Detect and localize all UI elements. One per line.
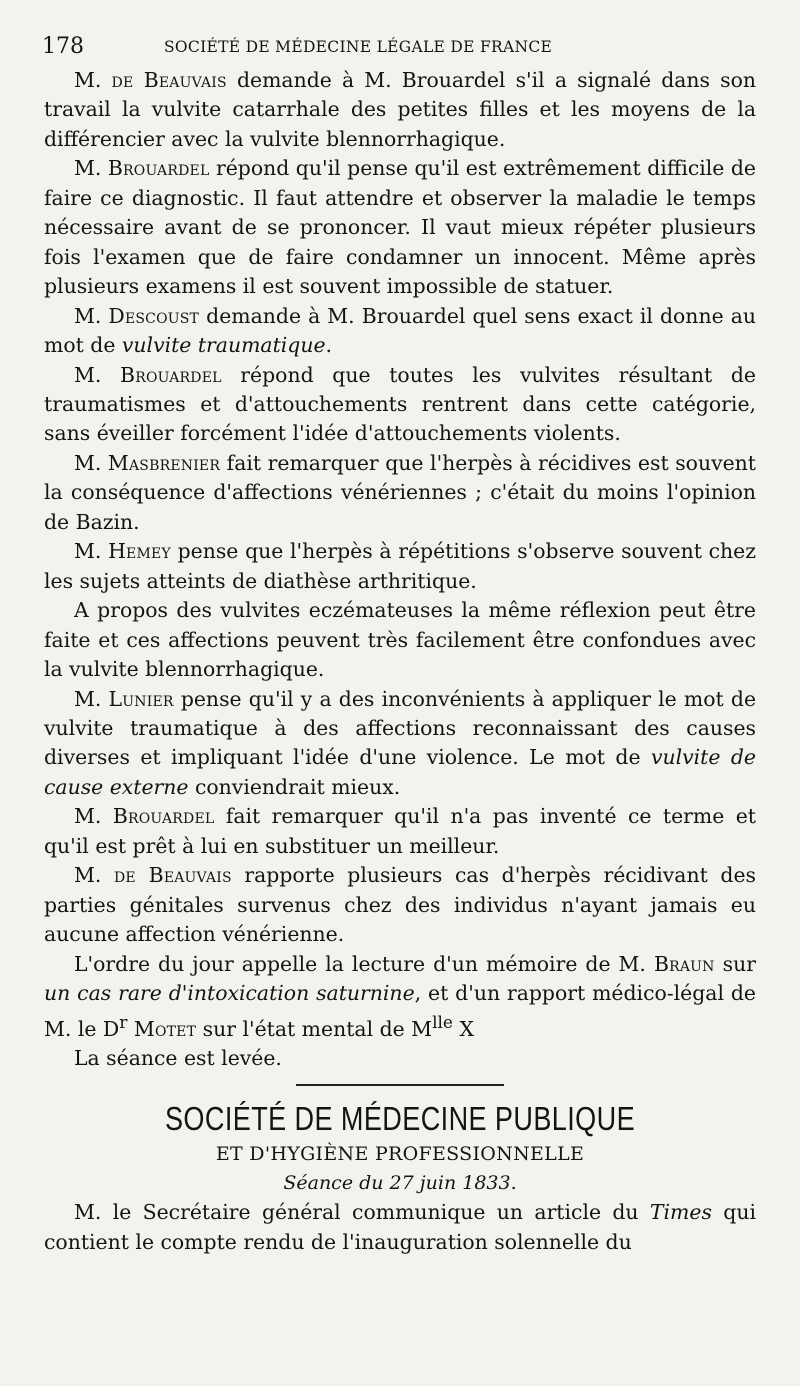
- italic-title: Times: [649, 1200, 712, 1225]
- text: M.: [74, 804, 113, 829]
- text: sur: [714, 951, 756, 976]
- text: M.: [74, 362, 121, 387]
- text: demande à M. Brouardel s'il a signalé dans son travail la vulvite catarrhale des petites filles et les moyens de la différencier avec la vulvite blennorrhagique.: [44, 68, 757, 151]
- text: M. le Secrétaire général communique un article du: [74, 1200, 650, 1225]
- speaker-name: Brouardel: [112, 804, 215, 829]
- text: fait remarquer qu'il n'a pas inventé ce terme et qu'il est prêt à lui en substituer un meilleur.: [44, 804, 756, 858]
- text: M.: [74, 156, 108, 181]
- text: répond qu'il pense qu'il est extrêmement difficile de faire ce diagnostic. Il faut attendre et observer la maladie le temps nécessaire avant de se prononcer. Il vaut mieux répéter plusieurs fois l'examen que de faire condamner un innocent. Même après plusieurs examens il est souvent impossible de statuer.: [44, 156, 756, 299]
- text: pense que l'herpès à répétitions s'observe souvent chez les sujets atteints de diathèse arthritique.: [44, 539, 756, 593]
- section-title: SOCIÉTÉ DE MÉDECINE PUBLIQUE: [164, 1100, 636, 1138]
- speaker-name: Lunier: [108, 686, 174, 711]
- speaker-name: Masbrenier: [107, 450, 221, 475]
- session-date: Séance du 27 juin 1833.: [283, 1172, 517, 1195]
- section-divider: [296, 1084, 504, 1086]
- paragraph-final: [44, 1198, 756, 1257]
- speaker-name: de Beauvais: [113, 863, 232, 888]
- text: M.: [74, 686, 109, 711]
- text: conviendrait mieux.: [188, 774, 401, 799]
- speaker-name: de Beauvais: [111, 68, 227, 92]
- italic-title: un cas rare d'intoxication saturnine: [44, 981, 415, 1006]
- text: fait remarquer que l'herpès à récidives est souvent la conséquence d'affections vénériennes ; c'était du moins l'opinion de Bazin.: [44, 450, 756, 534]
- paragraph-11: [44, 950, 756, 1044]
- speaker-name: Descoust: [108, 303, 200, 328]
- superscript: lle: [432, 1012, 453, 1033]
- text: M.: [74, 450, 108, 475]
- speaker-name: Brouardel: [120, 362, 222, 387]
- speaker-name: Brouardel: [107, 156, 210, 181]
- paragraph-4: [44, 361, 756, 449]
- text: , et d'un rapport médico-légal de M. le D: [44, 981, 756, 1041]
- text: qui contient le compte rendu de l'inauguration solennelle du: [44, 1200, 756, 1254]
- paragraph-3: [44, 302, 756, 361]
- paragraph-9: [44, 802, 756, 861]
- superscript: r: [119, 1012, 128, 1033]
- text: M.: [74, 303, 109, 328]
- speaker-name: Braun: [653, 951, 715, 976]
- text: pense qu'il y a des inconvénients à appliquer le mot de vulvite traumatique à des affections reconnaissant des causes diverses et impliquant l'idée d'une violence. Le mot de: [44, 686, 757, 770]
- paragraph-12: [44, 1044, 756, 1073]
- paragraph-2: [44, 154, 756, 301]
- text: A propos des vulvites eczémateuses la même réflexion peut être faite et ces affections peuvent très facilement être confondues avec la vulvite blennorrhagique.: [44, 598, 756, 682]
- text: M.: [74, 539, 109, 564]
- text: demande à M. Brouardel quel sens exact il donne au mot de: [44, 303, 756, 358]
- body-text: [44, 66, 756, 1073]
- section-subtitle: ET D'HYGIÈNE PROFESSIONNELLE: [215, 1143, 585, 1166]
- speaker-name: Motet: [133, 1016, 197, 1041]
- text: L'ordre du jour appelle la lecture d'un mémoire de M.: [74, 951, 654, 976]
- paragraph-10: [44, 861, 756, 949]
- page-number: 178: [42, 34, 84, 59]
- text: rapporte plusieurs cas d'herpès récidivant des parties génitales survenus chez des individus n'ayant jamais eu aucune affection vénérienne.: [44, 863, 756, 947]
- paragraph-1: [44, 66, 756, 154]
- text: répond que toutes les vulvites résultant de traumatismes et d'attouchements rentrent dans cette catégorie, sans éveiller forcément l'idée d'attouchements violents.: [44, 362, 756, 446]
- italic-term: vulvite traumatique: [121, 333, 326, 358]
- section-body: [44, 1198, 756, 1257]
- paragraph-7: [44, 596, 756, 684]
- running-title: SOCIÉTÉ DE MÉDECINE LÉGALE DE FRANCE: [164, 38, 553, 56]
- text: La séance est levée.: [74, 1045, 282, 1070]
- running-header: [44, 32, 756, 66]
- text: sur l'état mental de M: [196, 1016, 433, 1041]
- speaker-name: Hemey: [108, 539, 171, 564]
- italic-term: vulvite de cause externe: [44, 745, 756, 799]
- text: M.: [74, 863, 114, 888]
- paragraph-8: [44, 685, 756, 803]
- paragraph-6: [44, 537, 756, 596]
- text: M.: [74, 68, 112, 92]
- text: X: [453, 1016, 474, 1041]
- paragraph-5: [44, 449, 756, 537]
- text: .: [325, 333, 333, 358]
